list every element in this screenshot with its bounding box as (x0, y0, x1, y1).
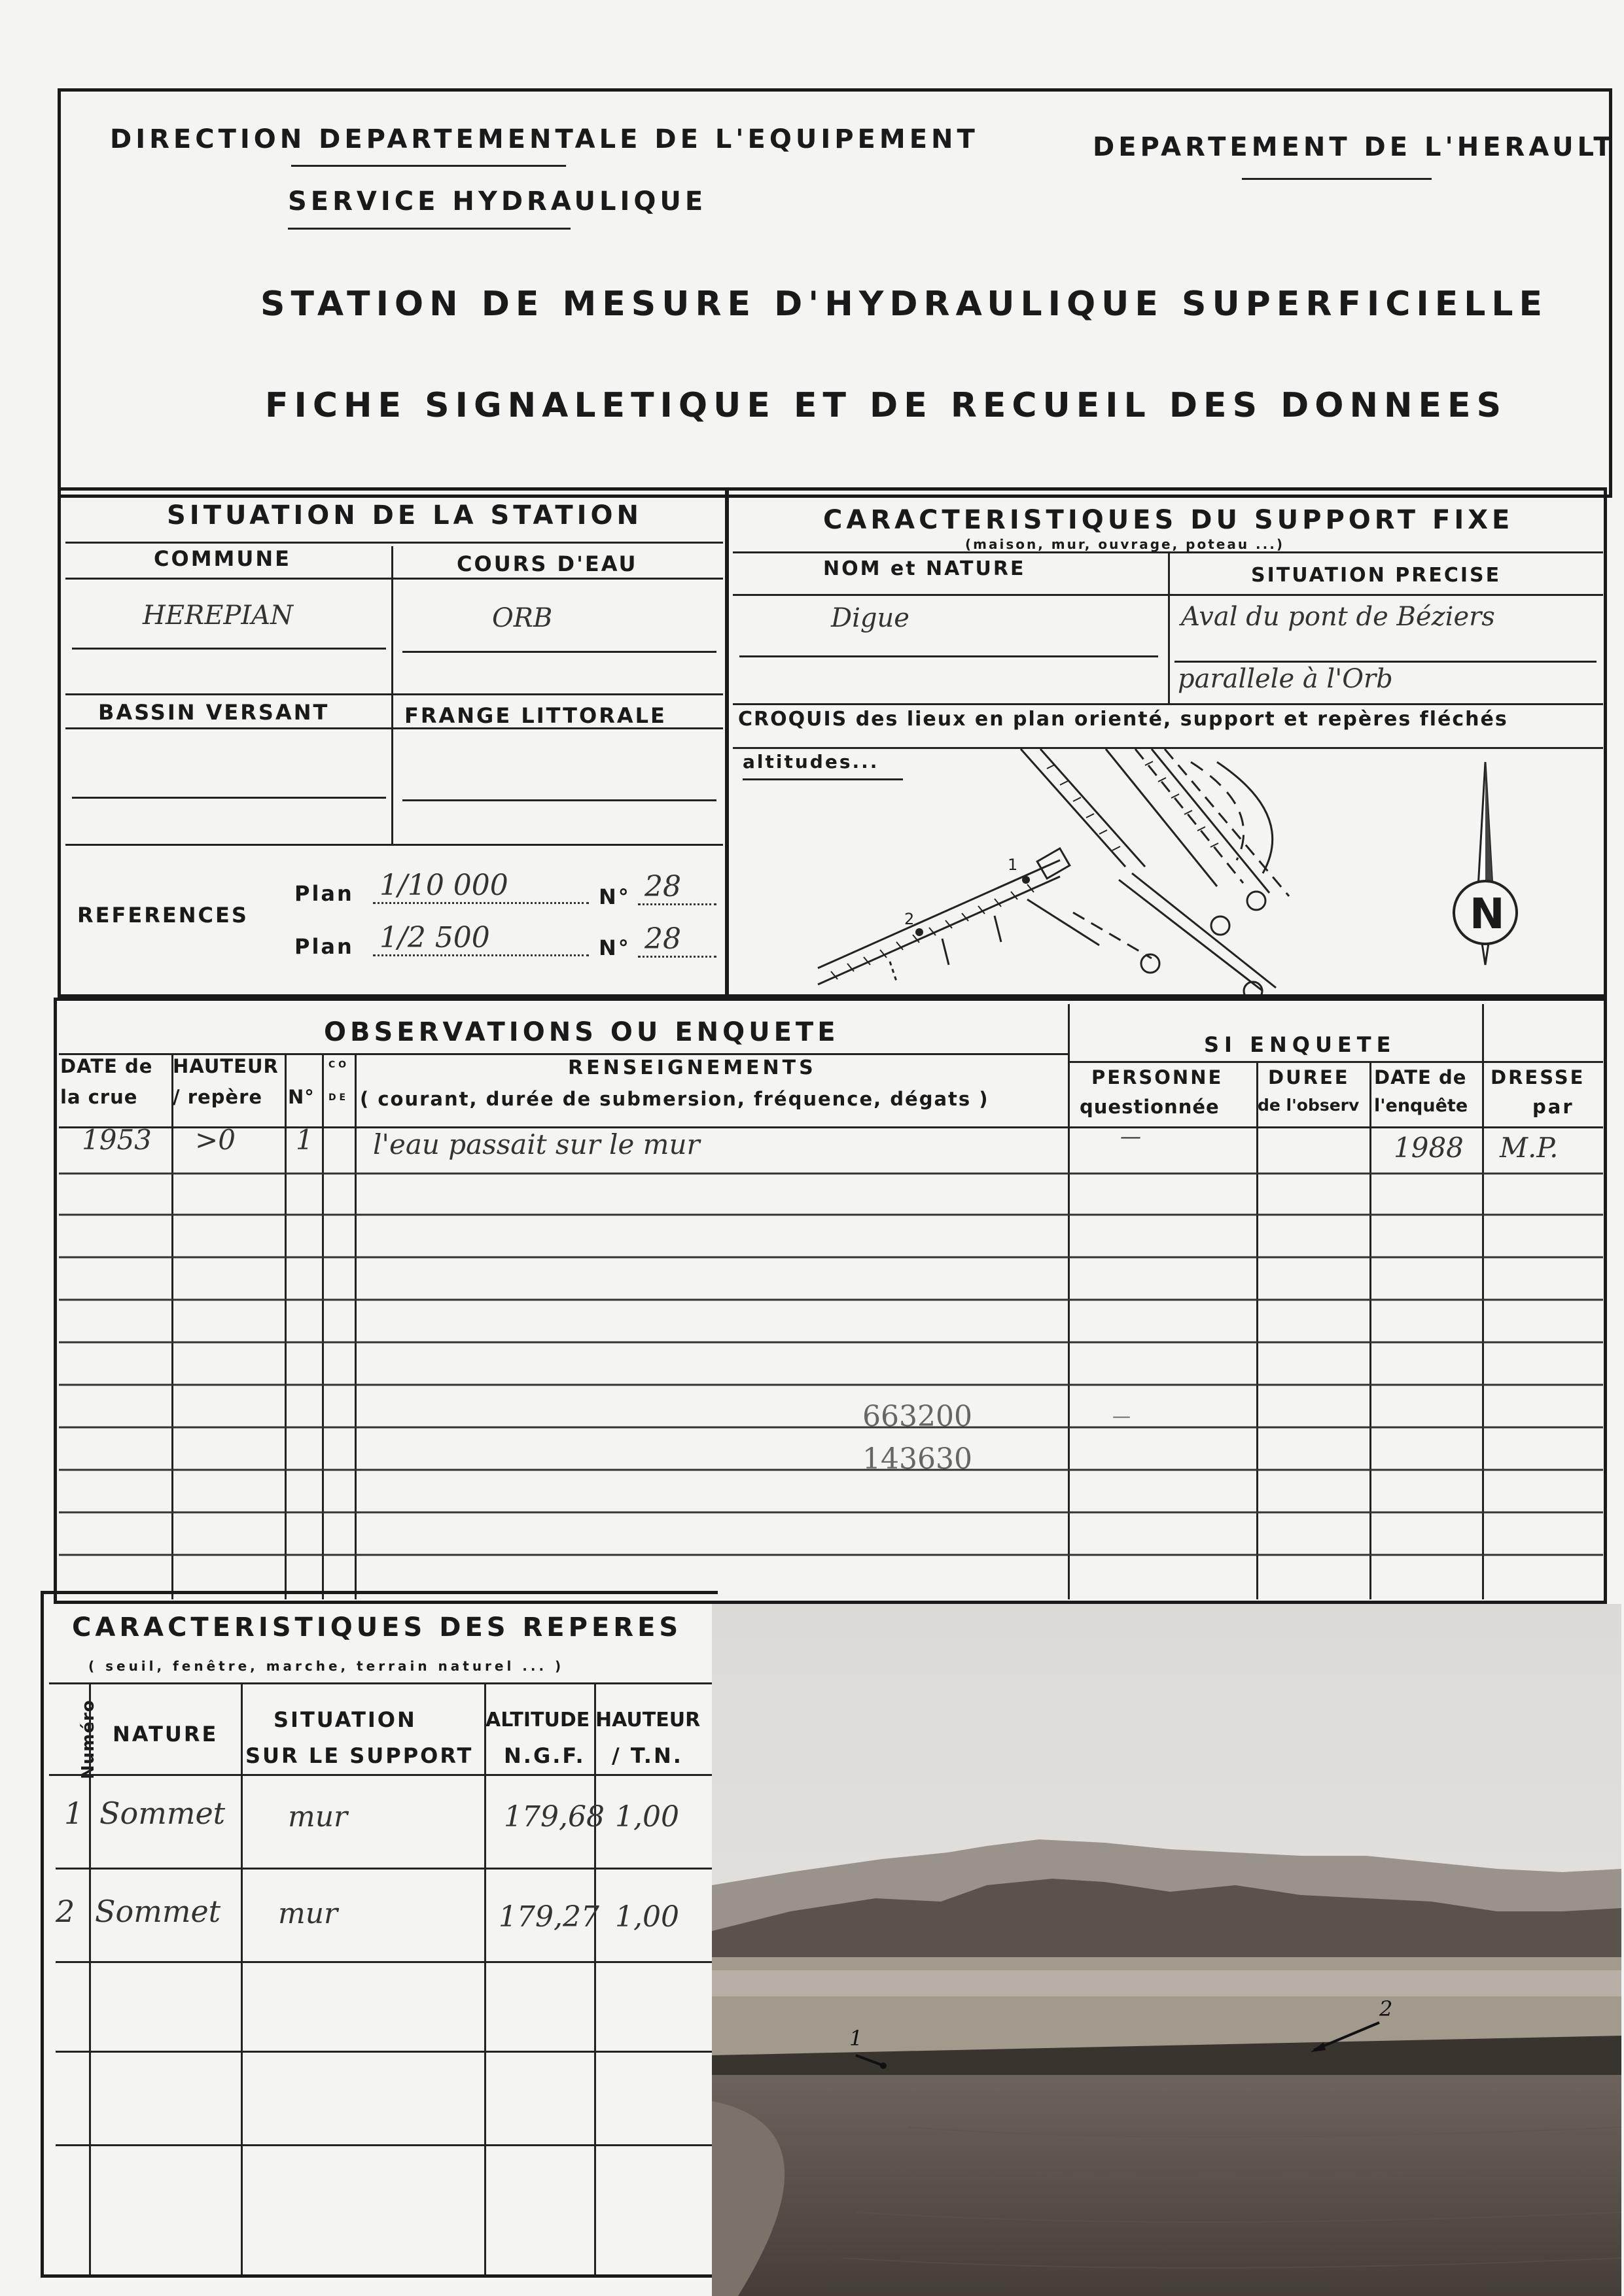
col-situation1: SITUATION (274, 1707, 417, 1732)
col-date1: DATE de (60, 1055, 153, 1077)
col-datee1: DATE de (1374, 1066, 1467, 1088)
col-rens2: ( courant, durée de submersion, fréquence, dégats ) (360, 1088, 989, 1110)
situation-heading: SITUATION DE LA STATION (167, 500, 643, 531)
references-label: REFERENCES (77, 903, 249, 928)
title-line1: STATION DE MESURE D'HYDRAULIQUE SUPERFICIELLE (260, 285, 1549, 324)
plan2-no-label: N° (599, 935, 631, 960)
observations-heading: OBSERVATIONS OU ENQUETE (324, 1017, 839, 1047)
north-letter: N (1470, 890, 1505, 939)
title-line2: FICHE SIGNALETIQUE ET DE RECUEIL DES DONNEES (265, 386, 1508, 425)
situation-value1: Aval du pont de Béziers (1181, 602, 1495, 632)
cours-label: COURS D'EAU (457, 551, 638, 576)
obs-row1-no: 1 (296, 1124, 313, 1156)
sketch-circle-1 (1211, 916, 1229, 935)
plan1-scale: 1/10 000 (373, 869, 589, 904)
bassin-label: BASSIN VERSANT (98, 700, 330, 725)
repere-row1-altitude: 179,68 (504, 1800, 605, 1834)
obs-dash-mark: — (1112, 1405, 1131, 1427)
col-hauteur2: / repère (173, 1086, 263, 1108)
col-code2: D E (328, 1092, 346, 1103)
obs-row1-date: 1953 (82, 1124, 152, 1156)
col-dresse1: DRESSE (1491, 1066, 1585, 1088)
col-personne2: questionnée (1080, 1096, 1220, 1118)
hatch-marks (831, 761, 1218, 979)
commune-label: COMMUNE (154, 546, 291, 571)
col-duree2: de l'observ (1258, 1096, 1360, 1115)
col-rens1: RENSEIGNEMENTS (568, 1056, 817, 1079)
coord-easting: 663200 (862, 1400, 972, 1433)
col-numero: Numéro (79, 1699, 98, 1779)
departement-label: DEPARTEMENT DE L'HERAULT (1093, 132, 1615, 162)
road-sketch (818, 749, 1289, 991)
col-altitude2: N.G.F. (504, 1743, 586, 1768)
plan1-no: 28 (638, 870, 716, 905)
col-datee2: l'enquête (1374, 1096, 1468, 1116)
repere-row1-nature: Sommet (99, 1796, 226, 1831)
situation-value2: parallele à l'Orb (1178, 664, 1393, 694)
coord-northing: 143630 (862, 1442, 972, 1476)
plan2-label: Plan (294, 934, 354, 959)
col-no: N° (288, 1086, 315, 1108)
service-label: SERVICE HYDRAULIQUE (288, 186, 707, 217)
sketch-circle-2 (1247, 892, 1265, 910)
si-enquete-label: SI ENQUETE (1204, 1032, 1396, 1057)
plan2-no: 28 (638, 922, 716, 958)
obs-row1-date-enquete: 1988 (1394, 1132, 1464, 1164)
obs-row-lines (59, 1126, 1603, 1601)
obs-row1-rens: l'eau passait sur le mur (373, 1128, 700, 1160)
col-date2: la crue (60, 1086, 138, 1108)
direction-label: DIRECTION DEPARTEMENTALE DE L'EQUIPEMENT (110, 124, 979, 154)
direction-underline (291, 165, 566, 167)
service-underline (288, 228, 571, 230)
cours-value: ORB (492, 603, 553, 633)
photo-repere-dot-1 (880, 2062, 887, 2069)
col-code1: C O (328, 1060, 347, 1070)
reperes-subheading: ( seuil, fenêtre, marche, terrain naturel ... ) (88, 1658, 565, 1674)
col-hauteur-tn2: / T.N. (612, 1743, 683, 1768)
repere-row1-hauteur: 1,00 (615, 1800, 679, 1834)
repere-dot-1 (1022, 876, 1030, 884)
repere-row2-nature: Sommet (95, 1894, 221, 1929)
col-dresse2: par (1532, 1096, 1574, 1118)
site-photograph (712, 1604, 1621, 2296)
croquis-label: CROQUIS des lieux en plan orienté, support et repères fléchés (738, 708, 1508, 731)
repere-label-1: 1 (1008, 856, 1018, 874)
repere-row1-situation: mur (288, 1800, 348, 1834)
repere-row1-num: 1 (64, 1796, 84, 1831)
repere-row2-altitude: 179,27 (499, 1900, 599, 1934)
frange-label: FRANGE LITTORALE (404, 703, 667, 728)
situation-precise-label: SITUATION PRECISE (1251, 564, 1502, 587)
commune-value: HEREPIAN (143, 600, 293, 631)
repere-row2-num: 2 (56, 1894, 75, 1929)
reperes-box (41, 1591, 718, 2278)
col-altitude1: ALTITUDE (485, 1709, 590, 1731)
repere-label-2: 2 (904, 910, 915, 928)
altitudes-label: altitudes... (743, 751, 879, 773)
repere-row2-hauteur: 1,00 (615, 1900, 679, 1934)
col-situation2: SUR LE SUPPORT (245, 1743, 474, 1768)
support-subheading: (maison, mur, ouvrage, poteau ...) (965, 536, 1284, 552)
plan1-no-label: N° (599, 884, 631, 909)
nom-value: Digue (831, 603, 909, 633)
obs-row1-dresse: M.P. (1500, 1132, 1559, 1164)
croquis-sketch (733, 749, 1603, 994)
photo-label-2: 2 (1379, 1996, 1393, 2021)
nom-label: NOM et NATURE (823, 557, 1026, 580)
plan2-scale: 1/2 500 (373, 921, 589, 956)
reperes-heading: CARACTERISTIQUES DES REPERES (72, 1612, 682, 1643)
departement-underline (1242, 178, 1432, 180)
photo-label-1: 1 (849, 2026, 863, 2051)
col-hauteur-tn1: HAUTEUR (595, 1709, 701, 1731)
col-nature: NATURE (113, 1722, 219, 1747)
repere-dot-2 (915, 928, 923, 936)
obs-row1-personne: — (1120, 1124, 1141, 1149)
obs-row1-hauteur: >0 (195, 1124, 236, 1156)
repere-row2-situation: mur (278, 1897, 338, 1930)
col-hauteur1: HAUTEUR (173, 1055, 279, 1077)
support-heading: CARACTERISTIQUES DU SUPPORT FIXE (823, 505, 1514, 535)
col-duree1: DUREE (1268, 1066, 1350, 1088)
plan1-label: Plan (294, 881, 354, 906)
col-personne1: PERSONNE (1091, 1066, 1224, 1088)
